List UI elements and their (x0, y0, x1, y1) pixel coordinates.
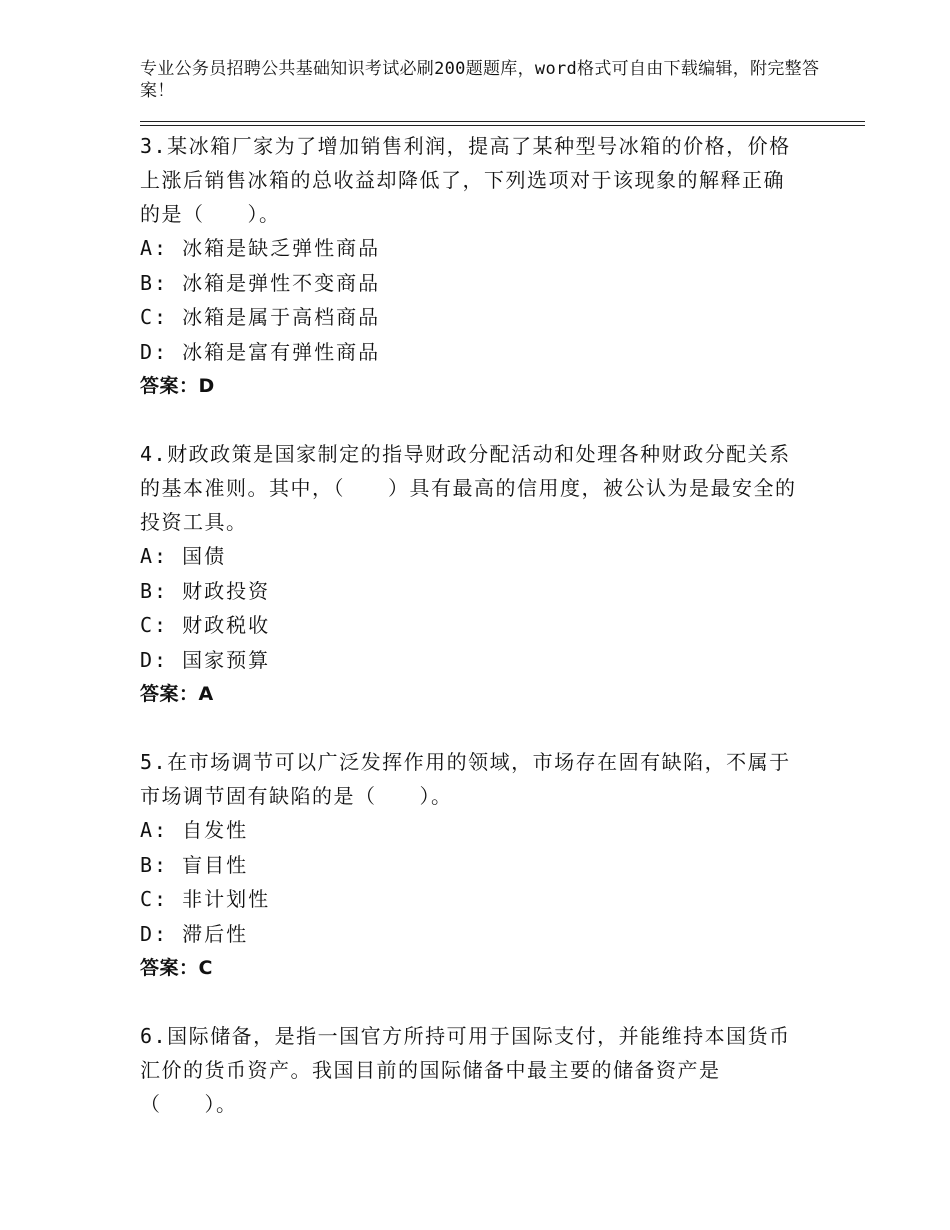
answer: 答案：C (140, 957, 213, 979)
option-b: B: 冰箱是弹性不变商品 (140, 270, 381, 295)
answer: 答案：A (140, 683, 214, 705)
option-c: C: 财政税收 (140, 613, 271, 637)
page-header: 专业公务员招聘公共基础知识考试必刷200题题库，word格式可自由下载编辑，附完整答案！ (140, 59, 820, 101)
option-a: A: 冰箱是缺乏弹性商品 (140, 236, 381, 260)
option-d: D: 冰箱是富有弹性商品 (140, 339, 381, 364)
question-stem: 3.某冰箱厂家为了增加销售利润，提高了某种型号冰箱的价格，价格上涨后销售冰箱的总收益却降低了，下列选项对于该现象的解释正确的是（ ）。 (140, 134, 791, 226)
header-rule-bottom (140, 125, 865, 126)
question-stem: 6.国际储备，是指一国官方所持可用于国际支付，并能维持本国货币汇价的货币资产。我国目前的国际储备中最主要的储备资产是（ ）。 (140, 1024, 791, 1116)
question-5 (140, 745, 800, 985)
question-list (140, 129, 800, 1155)
header-rule-top (140, 121, 865, 122)
question-stem: 5.在市场调节可以广泛发挥作用的领域，市场存在固有缺陷，不属于市场调节固有缺陷的是（ ）。 (140, 750, 791, 808)
option-d: D: 国家预算 (140, 647, 271, 672)
question-stem: 4.财政政策是国家制定的指导财政分配活动和处理各种财政分配关系的基本准则。其中，（ ）具有最高的信用度，被公认为是最安全的投资工具。 (140, 442, 797, 534)
question-3 (140, 129, 800, 403)
option-c: C: 冰箱是属于高档商品 (140, 305, 381, 329)
option-a: A: 自发性 (140, 818, 249, 842)
option-b: B: 盲目性 (140, 852, 249, 877)
option-c: C: 非计划性 (140, 887, 271, 911)
option-a: A: 国债 (140, 544, 227, 568)
question-4 (140, 437, 800, 711)
option-d: D: 滞后性 (140, 921, 249, 946)
question-6 (140, 1019, 800, 1121)
option-b: B: 财政投资 (140, 578, 271, 603)
answer: 答案：D (140, 375, 215, 397)
